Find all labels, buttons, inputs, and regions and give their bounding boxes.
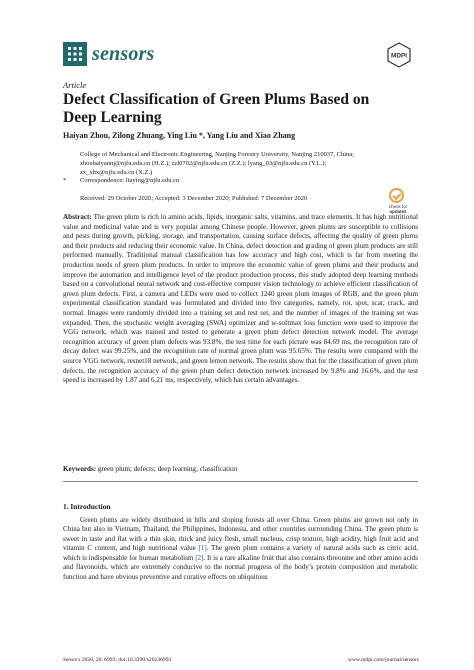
- journal-name[interactable]: sensors: [92, 43, 155, 65]
- publisher-logo-text: MDPI: [391, 52, 407, 60]
- check-for-updates-icon: [389, 188, 404, 203]
- affiliation-line: College of Mechanical and Electronic Engineering, Nanjing Forestry University, Nanjing 210037, China;: [80, 151, 354, 158]
- affiliation-line[interactable]: zhouhaiyannj@njfu.edu.cn (H.Z.); zzl0702@njfu.edu.cn (Z.Z.); lyang_03@njfu.edu.cn (Y.L.);: [80, 160, 327, 167]
- footer-journal: Sensors: [63, 657, 81, 663]
- mdpi-logo-icon[interactable]: [386, 42, 412, 68]
- abstract-label: Abstract:: [63, 213, 92, 221]
- affiliation-line[interactable]: zx_xhx@njfu.edu.cn (X.Z.): [80, 169, 153, 176]
- correspondence-star: *: [63, 177, 67, 184]
- reference-link[interactable]: [1]: [198, 544, 207, 553]
- paper-title: Defect Classification of Green Plums Based on Deep Learning: [63, 91, 370, 126]
- abstract-text: The green plum is rich in amino acids, lipids, inorganic salts, vitamins, and trace elements. It has high nutritional value and medicinal value and is very popular among Chinese people. However, green plums are susceptible to collisions and pests during growth, picking, storage, and transportation, causing surface defects, affecting the quality of green plums and their products and reducing their economic value. In China, defect detection and grading of green plum products are still performed manually. Traditional manual classification has low accuracy and high cost, which is far from meeting the production needs of green plum products. In order to improve the economic value of green plums and their products and improve the automation and intelligence level of the product production process, this study adopted deep learning methods based on a convolutional neural network and cost-effective computer vision technology to achieve efficient classification of green plum defects. First, a camera and LEDs were used to collect 1240 green plum images of RGB, and the green plum experimental classification standard was formulated and divided into five categories, namely, rot, spot, scar, crack, and normal. Images were randomly divided into a training set and test set, and the number of images of the training set was expanded. Then, the stochastic weight averaging (SWA) optimizer and w-softmax loss function were used to improve the VGG network, which was trained and tested to generate a green plum defect detection network model. The average recognition accuracy of green plum defects was 93.8%, the test time for each picture was 84.69 ms, the recognition rate of decay defect was 99.25%, and the recognition rate of normal green plum was 95.65%. The results were compared with the source VGG network, resnet18 network, and green lemon network. The results show that for the classification of green plum defects, the recognition accuracy of the green plum defect detection network increased by 9.8% and 16.6%, and the test speed is increased by 1.87 and 6.21 ms, respectively, which has certain advantages.: [63, 213, 418, 385]
- introduction-paragraph: [63, 516, 418, 582]
- keywords-label: Keywords:: [63, 465, 97, 473]
- publication-dates: Received: 29 October 2020; Accepted: 3 December 2020; Published: 7 December 2020: [80, 195, 308, 202]
- intro-text: Green plums are widely distributed in hills and sloping forests all over China. Green plums are grown not only in China but also in Vietnam, Thailand, the Philippines, Indonesia, and other countries surrounding China. The green plum is sweet in taste and flat with a thin skin, thick and juicy flesh, small nucleus, crisp texture, high acidity, high fruit acid and vitamin C content, and high nutritional value: [63, 516, 418, 553]
- article-type: Article: [63, 80, 87, 90]
- sensors-journal-icon: [63, 42, 87, 66]
- journal-header: [63, 40, 412, 70]
- abstract: [63, 213, 418, 386]
- section-divider: [63, 481, 418, 482]
- intro-text: . It is a rare alkaline fruit that also contains threonine and other amino acids and flavonoids, which are extremely conducive to the normal progress of the body’s protein composition and metabolic function and have obvious preventive and curative effects on ubiquitous: [63, 553, 419, 581]
- reference-link[interactable]: [2]: [195, 553, 204, 562]
- keywords: [63, 465, 418, 473]
- footer-url[interactable]: www.mdpi.com/journal/sensors: [347, 657, 419, 663]
- intro-text: . The green plum contains a variety of natural acids such as citric acid, which is indispensable for human metabolism: [63, 544, 418, 562]
- section-heading-introduction: 1. Introduction: [63, 502, 111, 511]
- correspondence: [63, 177, 179, 184]
- check-updates-line1: check for: [388, 204, 408, 209]
- check-updates-line2: updates: [389, 209, 407, 214]
- keywords-text: green plum; defects; deep learning; classification: [97, 465, 238, 473]
- affiliation: [80, 150, 420, 177]
- footer-citation: [63, 657, 171, 663]
- correspondence-text[interactable]: Correspondence: liuying@njfu.edu.cn: [80, 177, 180, 184]
- footer-doi[interactable]: 2020, 20, 6993; doi:10.3390/s20236993: [80, 657, 172, 663]
- check-for-updates-badge[interactable]: [378, 188, 418, 214]
- author-list: Haiyan Zhou, Zilong Zhuang, Ying Liu *, Yang Liu and Xiao Zhang: [63, 131, 296, 140]
